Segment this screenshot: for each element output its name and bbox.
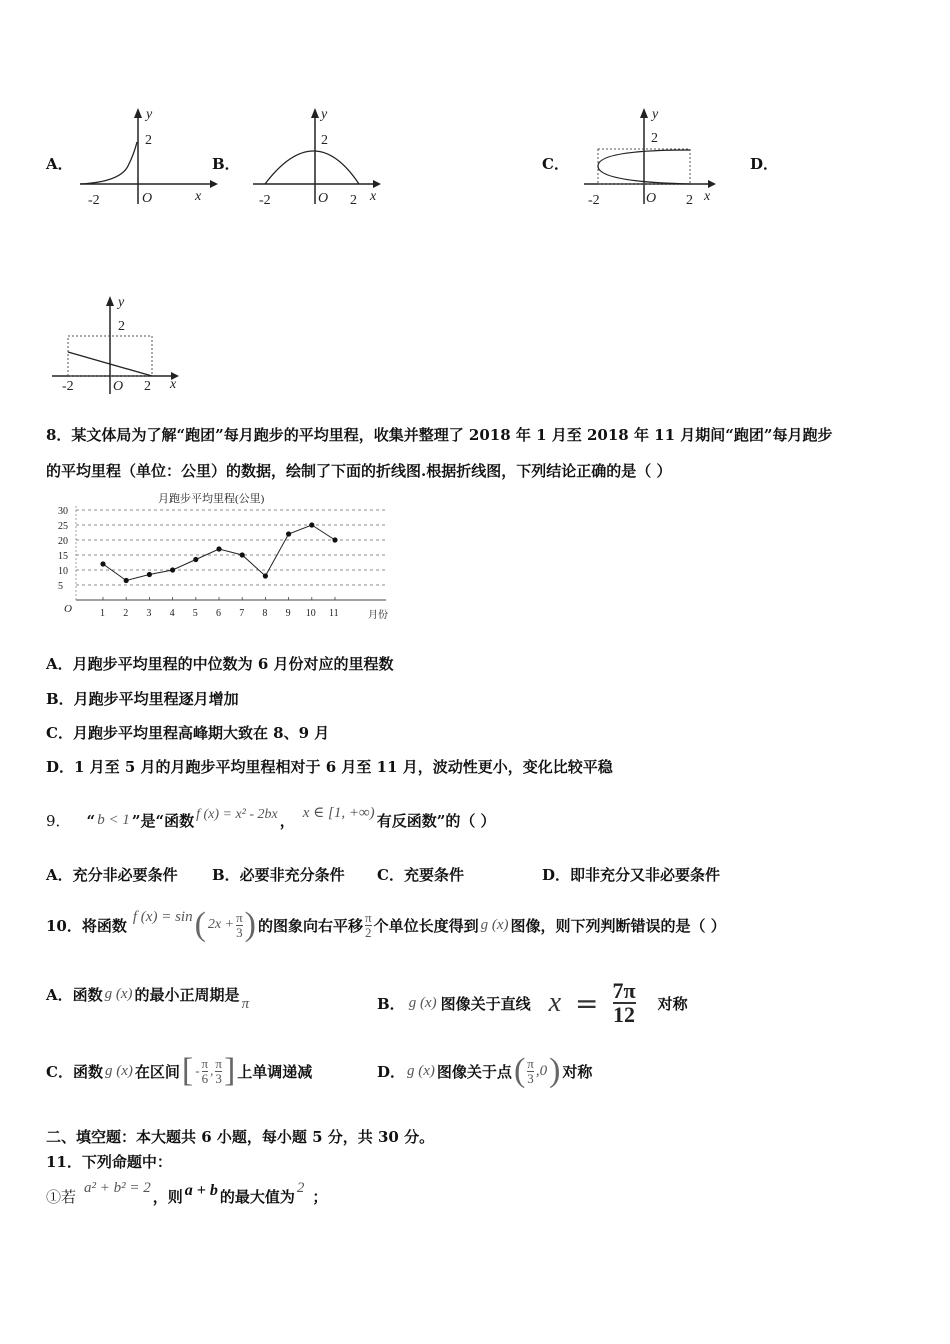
- q10-function: f (x) = sin: [132, 908, 193, 925]
- q10-tail: 图像，则下列判断错误的是（ ）: [510, 916, 726, 935]
- x-tick-right: 2: [686, 193, 693, 208]
- y-tick-label: 2: [145, 133, 152, 148]
- x-label: x: [195, 189, 202, 204]
- chart-point-4: [170, 567, 175, 572]
- q9-mid: ”是“函数: [131, 812, 195, 830]
- x-tick-left: -2: [588, 193, 600, 208]
- q9-condition: b < 1: [97, 812, 130, 828]
- q9-tail: 有反函数”的（ ）: [376, 812, 496, 830]
- q11-stem: 11．下列命题中：: [46, 1153, 172, 1171]
- chart-xtick-label: 4: [169, 608, 175, 619]
- x-tick-right: 2: [144, 379, 151, 394]
- q11-item-1: ①若 a² + b² = 2 ，则 a + b 的最大值为 2 ；: [46, 1180, 328, 1206]
- x-tick-right: 2: [350, 193, 357, 208]
- y-label: y: [652, 107, 659, 122]
- origin-label: O: [646, 191, 657, 206]
- x-label: x: [704, 189, 711, 204]
- q10-frac-pi-2: $\frac{\pi}{2}$: [365, 909, 372, 940]
- q7-graph-a: [70, 104, 220, 214]
- chart-series-line: [103, 525, 335, 581]
- q8-option-b: B．月跑步平均里程逐月增加: [46, 690, 239, 708]
- q10-a-period: π: [241, 996, 250, 1012]
- y-tick-label: 2: [118, 319, 125, 334]
- chart-point-10: [309, 522, 314, 527]
- q10-b-x: x: [548, 987, 562, 1018]
- q9-stem: [46, 805, 496, 831]
- chart-point-1: [100, 561, 105, 566]
- chart-xlabel: 月份: [368, 610, 388, 621]
- x-tick-left: -2: [88, 193, 100, 208]
- q10-option-b: B． g (x) 图像关于直线 x = $\frac{7\pi}{12}$ 对称: [377, 978, 688, 1027]
- x-tick-left: -2: [259, 193, 271, 208]
- q10-d-frac-3: $\frac{\pi}{3}$: [527, 1055, 534, 1086]
- q9-comma: ，: [279, 812, 295, 830]
- q9-option-c: C．充要条件: [377, 866, 464, 884]
- origin-label: O: [318, 191, 329, 206]
- q10-c-frac-6: $\frac{\pi}{6}$: [201, 1055, 209, 1086]
- q8-option-a: A．月跑步平均里程的中位数为 6 月份对应的里程数: [46, 655, 394, 673]
- origin-label: O: [142, 191, 153, 206]
- q9-option-d: D．即非充分又非必要条件: [542, 866, 721, 884]
- q10-number: 10．将函数: [46, 916, 127, 935]
- q11-item1-value: 2: [296, 1180, 305, 1196]
- y-tick-label: 2: [651, 131, 658, 146]
- q7-option-d-label: D．: [750, 155, 779, 173]
- y-label: y: [321, 107, 328, 122]
- q7-graph-b: [245, 104, 395, 214]
- q8-stem-line1: 8．某文体局为了解“跑团”每月跑步的平均里程，收集并整理了 2018 年 1 月至 2018 年 11 月期间“跑团”每月跑步: [46, 426, 833, 444]
- q9-option-b: B．必要非充分条件: [212, 866, 345, 884]
- chart-xtick-label: 10: [305, 608, 316, 619]
- q10-b-g: g (x): [408, 994, 437, 1011]
- q10-option-d: D． g (x) 图像关于点 ( $\frac{\pi}{3}$ ,0 ) 对称: [377, 1052, 593, 1089]
- chart-point-5: [193, 557, 198, 562]
- chart-xtick-label: 5: [192, 608, 198, 619]
- q10-a-g: g (x): [104, 986, 133, 1002]
- q10-g: g (x): [480, 916, 509, 933]
- y-axis-arrow: [106, 296, 114, 306]
- y-axis-arrow: [640, 108, 648, 118]
- x-label: x: [370, 189, 377, 204]
- q8-option-c: C．月跑步平均里程高峰期大致在 8、9 月: [46, 724, 330, 742]
- chart-point-9: [286, 531, 291, 536]
- chart-origin: O: [64, 603, 72, 615]
- q8-stem-line2: 的平均里程（单位：公里）的数据，绘制了下面的折线图.根据折线图，下列结论正确的是（ ）: [46, 462, 672, 480]
- chart-xtick-label: 3: [146, 608, 152, 619]
- q10-frac-pi-3: $\frac{\pi}{3}$: [236, 909, 243, 940]
- x-label: x: [170, 377, 177, 392]
- chart-xtick-label: 7: [239, 608, 245, 619]
- q7-option-b-label: B．: [212, 155, 240, 173]
- chart-point-3: [147, 572, 152, 577]
- q10-stem: 10．将函数 f (x) = sin ( 2x + $\frac{\pi}{3}$ ) 的图象向右平移 $\frac{\pi}{2}$ 个单位长度得到 g (x) 图像，则下列判断错误的是（ ）: [46, 906, 726, 943]
- q10-c-frac-3: $\frac{\pi}{3}$: [215, 1055, 222, 1086]
- q9-number: 9．: [46, 812, 71, 830]
- y-axis-arrow: [134, 108, 142, 118]
- chart-xtick-label: 9: [285, 608, 291, 619]
- chart-xtick-label: 1: [100, 608, 105, 619]
- q10-b-eq: =: [575, 986, 599, 1020]
- q10-mid2: 个单位长度得到: [373, 916, 479, 935]
- chart-xtick-label: 6: [216, 608, 221, 619]
- chart-ytick-label: 10: [58, 566, 68, 577]
- origin-label: O: [113, 379, 124, 394]
- q10-option-c: C．函数 g (x) 在区间 [ - $\frac{\pi}{6}$ , $\frac{\pi}{3}$ ] 上单调递减: [46, 1052, 313, 1089]
- chart-ytick-label: 30: [58, 506, 68, 517]
- chart-ytick-label: 25: [58, 521, 68, 532]
- chart-ytick-label: 5: [58, 581, 63, 592]
- curve: [80, 142, 137, 184]
- curve: [265, 151, 359, 184]
- chart-point-6: [216, 546, 221, 551]
- q10-mid: 的图象向右平移: [257, 916, 363, 935]
- chart-title: 月跑步平均里程(公里): [158, 493, 265, 505]
- q10-c-g: g (x): [104, 1062, 133, 1079]
- q7-option-c-label: C．: [542, 155, 569, 173]
- q7-graph-d: [46, 290, 196, 400]
- chart-point-2: [124, 578, 129, 583]
- q7-graph-c: [578, 104, 728, 214]
- q10-d-g: g (x): [407, 1062, 435, 1079]
- x-axis-arrow: [708, 180, 716, 188]
- q10-arg: 2x +: [207, 917, 235, 932]
- chart-ytick-label: 20: [58, 536, 68, 547]
- q9-open-quote: “: [86, 811, 96, 830]
- y-label: y: [146, 107, 153, 122]
- y-label: y: [118, 295, 125, 310]
- q8-option-d: D．1 月至 5 月的月跑步平均里程相对于 6 月至 11 月，波动性更小，变化比较平稳: [46, 758, 613, 776]
- chart-xtick-label: 8: [262, 608, 268, 619]
- chart-ytick-label: 15: [58, 551, 68, 562]
- y-axis-arrow: [311, 108, 319, 118]
- q10-b-frac: $\frac{7\pi}{12}$: [612, 978, 636, 1027]
- chart-point-8: [263, 573, 268, 578]
- chart-point-7: [240, 552, 245, 557]
- q9-option-a: A．充分非必要条件: [46, 866, 178, 884]
- running-mileage-chart: [46, 488, 396, 623]
- q9-function: f (x) = x² - 2bx: [196, 806, 278, 822]
- section2-heading: 二、填空题：本大题共 6 小题，每小题 5 分，共 30 分。: [46, 1128, 435, 1146]
- q11-item1-condition: a² + b² = 2: [84, 1180, 151, 1196]
- q7-option-a-label: A．: [46, 155, 73, 173]
- q11-item1-expr: a + b: [184, 1181, 218, 1199]
- y-tick-label: 2: [321, 133, 328, 148]
- x-axis-arrow: [210, 180, 218, 188]
- q9-domain: x ∈ [1, +∞): [302, 805, 375, 821]
- x-tick-left: -2: [62, 379, 74, 394]
- chart-xtick-label: 2: [123, 608, 129, 619]
- chart-xtick-label: 11: [329, 608, 339, 619]
- x-axis-arrow: [373, 180, 381, 188]
- chart-point-11: [332, 537, 337, 542]
- q10-option-a: A．函数 g (x) 的最小正周期是 π: [46, 986, 250, 1012]
